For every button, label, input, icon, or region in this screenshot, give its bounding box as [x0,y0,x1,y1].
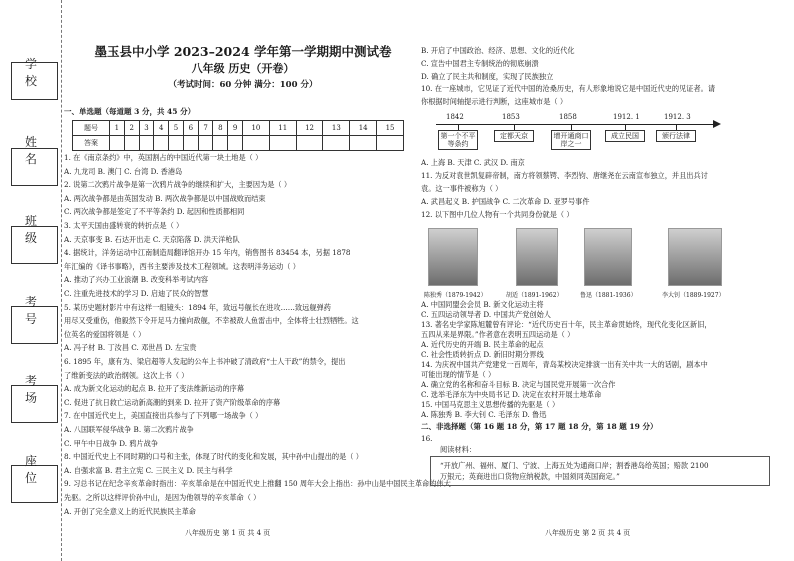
question-number-cell: 14 [350,121,377,136]
question-text-line: 12. 以下图中几位人物有一个共同身份就是（ ） [421,210,574,219]
question-text-line: 你根据时间轴提示进行判断，这座城市是（ ） [421,97,568,107]
question-text-line: A. 成为新文化运动的起点 B. 拉开了变法维新运动的序幕 [64,384,245,394]
question-number-cell: 9 [228,121,243,136]
timeline-year: 1912. 1 [613,113,640,121]
q16-material-line-1: “开放广州、福州、厦门、宁波、上海五处为通商口岸；割香港岛给英国；赔款 2100 [440,461,709,470]
question-text-line: 6. 1895 年，康有为、梁启超等人发起的公车上书冲破了清政府“士人干政”的禁令，提出 [64,357,346,366]
timeline-event-box: 颁行法律 [656,130,696,142]
q16-instruction: 阅读材料： [440,445,476,454]
answer-cell[interactable] [228,136,243,151]
portrait-caption-3: 鲁迅（1881-1936） [580,292,637,299]
answer-table [72,120,404,151]
question-text-line: 5. 某历史题材影片中有这样一组镜头：1894 年，致远号舰长在进攻……致远舰弹药 [64,302,331,312]
portrait-photo-2 [516,228,558,286]
portrait-caption-2: 胡适（1891-1962） [506,292,563,299]
question-number-cell: 2 [124,121,139,136]
question-text-line: A. 陈独秀 B. 李大钊 C. 毛泽东 D. 鲁迅 [421,410,547,419]
answer-cell[interactable] [213,136,228,151]
answer-cell[interactable] [110,136,125,151]
question-text-line: 10. 在一座城市，它见证了近代中国的沧桑历史，有人形象地说它是中国近代史的见证者。请 [421,84,716,94]
question-text-line: 9. 习总书记在纪念辛亥革命时指出：辛亥革命是在中国近代史上推翻 150 周年大会上指出：孙中山是中国民主革命的伟大 [64,479,451,489]
question-text-line: 8. 中国近代史上不同时期的口号和主张，体现了时代的变化和发展，其中孙中山提出的是（ ） [64,452,363,462]
question-number-cell: 11 [269,121,296,136]
footer-page-2: 八年级历史 第 2 页 共 4 页 [545,529,631,537]
answer-cell[interactable] [377,136,404,151]
question-number-cell: 13 [323,121,350,136]
question-text-line: 袁。这一事件被称为（ ） [421,184,503,193]
question-text-line: 11. 为反对袁世凯复辟帝制，南方将领蔡锷、李烈钧、唐继尧在云南宣布独立，并且出兵讨 [421,171,708,180]
question-text-line: 7. 在中国近代史上，美国直接出兵参与了下列哪一场战争（ ） [64,411,263,421]
question-text-line: A. 自强求富 B. 君主立宪 C. 三民主义 D. 民主与科学 [64,465,233,475]
answer-cell[interactable] [124,136,139,151]
question-number-cell: 1 [110,121,125,136]
question-text-line: C. 两次战争都是签定了不平等条约 D. 起因和性质都相同 [64,207,245,217]
question-text-line: 3. 太平天国由盛转衰的转折点是（ ） [64,221,184,230]
question-text-line: 可能出现的情节是（ ） [421,370,496,379]
question-text-line: C. 促进了抗日救亡运动新高潮的到来 D. 拉开了资产阶级革命的序幕 [64,397,281,407]
question-text-line: 1. 在《南京条约》中，英国割占的中国近代第一块土地是（ ） [64,153,263,162]
answer-cell[interactable] [139,136,154,151]
portrait-photo-3 [584,228,632,286]
question-text-line: 了维新变法的政治纲领。这次上书（ ） [64,370,189,380]
exam-subtitle: 八年级 历史（开卷） [191,62,295,75]
answer-cell[interactable] [198,136,213,151]
section-1-heading: 一、单选题（每道题 3 分，共 45 分） [64,107,196,116]
answer-cell[interactable] [183,136,198,151]
question-text-line: 4. 据统计，洋务运动中江南制造局翻译馆开办 15 年内，销售图书 83454 本，另据 1878 [64,248,351,258]
timeline-year: 1858 [559,113,577,121]
answer-cell[interactable] [296,136,323,151]
question-text-line: 用尽又受重伤，他毅然下令开足马力撞向敌舰，不幸被敌人鱼雷击中，全体将士壮烈牺牲。这 [64,316,359,326]
question-number-cell: 4 [154,121,169,136]
question-text-line: 15. 中国马克思主义思想传播的先驱是（ ） [421,400,560,409]
question-text-line: A. 武昌起义 B. 护国战争 C. 二次革命 D. 亚罗号事件 [421,197,590,206]
timeline-event-box: 增开通商口岸之一 [551,130,591,150]
binding-line [61,0,62,561]
answer-cell[interactable] [269,136,296,151]
question-text-line: 14. 为庆祝中国共产党建党一百周年，青岛某校决定排演一出有关中共一大的话剧，剧本中 [421,360,708,369]
question-text-line: 五四从来是界限。”作者意在表明五四运动是（ ） [421,330,575,339]
question-text-line: A. 天京事变 B. 石达开出走 C. 天京陷落 D. 洪天洋枪队 [64,234,240,244]
timeline-year: 1853 [502,113,520,121]
question-text-line: A. 冯子材 B. 丁汝昌 C. 邓世昌 D. 左宝贵 [64,343,197,353]
question-number-cell: 6 [183,121,198,136]
question-text-line: A. 九龙司 B. 澳门 C. 台湾 D. 香港岛 [64,166,183,176]
answer-header: 答案 [73,136,110,151]
exam-info: （考试时间：60 分钟 满分：100 分） [168,80,318,90]
question-number-header: 题号 [73,121,110,136]
answer-cell[interactable] [154,136,169,151]
answer-cell[interactable] [323,136,350,151]
question-number-cell: 15 [377,121,404,136]
question-text-line: A. 两次战争都是由英国发动 B. 两次战争都是以中国战败而结束 [64,193,266,203]
seat-label: 座 位 [24,454,47,485]
question-text-line: A. 近代历史的开端 B. 民主革命的起点 [421,340,544,349]
footer-page-1: 八年级历史 第 1 页 共 4 页 [185,529,271,537]
portrait-caption-4: 李大钊（1889-1927） [662,292,725,299]
section-2-heading: 二、非选择题（第 16 题 18 分，第 17 题 18 分，第 18 题 19 分） [421,422,658,431]
question-text-line: A. 确立党的名称和奋斗目标 B. 决定与国民党开展第一次合作 [421,380,616,389]
exam-number-label: 考 号 [24,295,47,326]
answer-cell[interactable] [169,136,184,151]
q16-number: 16. [421,434,433,443]
question-number-cell: 5 [169,121,184,136]
question-text-line: B. 开启了中国政治、经济、思想、文化的近代化 [421,46,575,55]
question-text-line: A. 八国联军侵华战争 B. 第二次鸦片战争 [64,425,194,434]
question-number-cell: 8 [213,121,228,136]
question-number-cell: 3 [139,121,154,136]
timeline-arrow-icon [713,120,721,128]
q16-material-line-2: 万银元；英商进出口货物应纳税款，中国须同英国商定。” [440,472,620,481]
portrait-photo-4 [668,228,722,286]
question-text-line: A. 上海 B. 天津 C. 武汉 D. 南京 [421,158,525,167]
exam-title: 墨玉县中小学 2023–2024 学年第一学期期中测试卷 [94,44,392,59]
question-text-line: A. 开创了完全意义上的近代民族民主革命 [64,506,196,516]
question-text-line: 位英名的爱国将领是（ ） [64,329,146,339]
timeline-year: 1912. 3 [664,113,691,121]
question-text-line: 先驱。之所以这样评价孙中山，是因为他领导的辛亥革命（ ） [64,493,261,502]
question-text-line: 年汇编的《译书事略》，西书主要涉及技术工程领域。这表明洋务运动（ ） [64,261,300,271]
question-text-line: C. 宣告中国君主专制统治的彻底崩溃 [421,58,539,68]
question-number-cell: 10 [243,121,270,136]
question-text-line: 2. 说第二次鸦片战争是第一次鸦片战争的继续和扩大，主要因为是（ ） [64,180,292,190]
name-label: 姓 名 [24,135,47,166]
question-text-line: C. 甲午中日战争 D. 鸦片战争 [64,438,159,448]
school-label: 学 校 [24,57,47,88]
timeline-event-box: 成立民国 [605,130,645,142]
question-text-line: D. 确立了民主共和制度，实现了民族独立 [421,71,554,81]
timeline-year: 1842 [446,113,464,121]
question-text-line: C. 注重先进技术的学习 D. 启迪了民众的智慧 [64,289,209,298]
class-label: 班 级 [24,214,47,245]
question-text-line: A. 中国同盟会会员 B. 新文化运动主将 [421,300,544,309]
answer-cell[interactable] [350,136,377,151]
timeline-event-box: 第一个不平等条约 [438,130,478,150]
portrait-caption-1: 陈独秀（1879-1942） [424,292,487,299]
timeline-event-box: 定都天京 [494,130,534,142]
question-text-line: A. 推动了兴办工业浪潮 B. 改变科举考试内容 [64,275,209,285]
answer-cell[interactable] [243,136,270,151]
question-text-line: 13. 著名史学家陈旭麓曾有评论：“近代历史百十年，民主革命贯始终，现代化变化区新旧， [421,320,712,329]
question-text-line: C. 选举毛泽东为中央局书记 D. 决定在农村开展土地革命 [421,390,602,399]
exam-room-label: 考 场 [24,374,47,405]
question-text-line: C. 五四运动领导者 D. 中国共产党创始人 [421,310,551,319]
question-number-cell: 7 [198,121,213,136]
question-text-line: C. 社会性质转折点 D. 新旧时期分界线 [421,350,544,359]
question-number-cell: 12 [296,121,323,136]
portrait-photo-1 [428,228,478,286]
